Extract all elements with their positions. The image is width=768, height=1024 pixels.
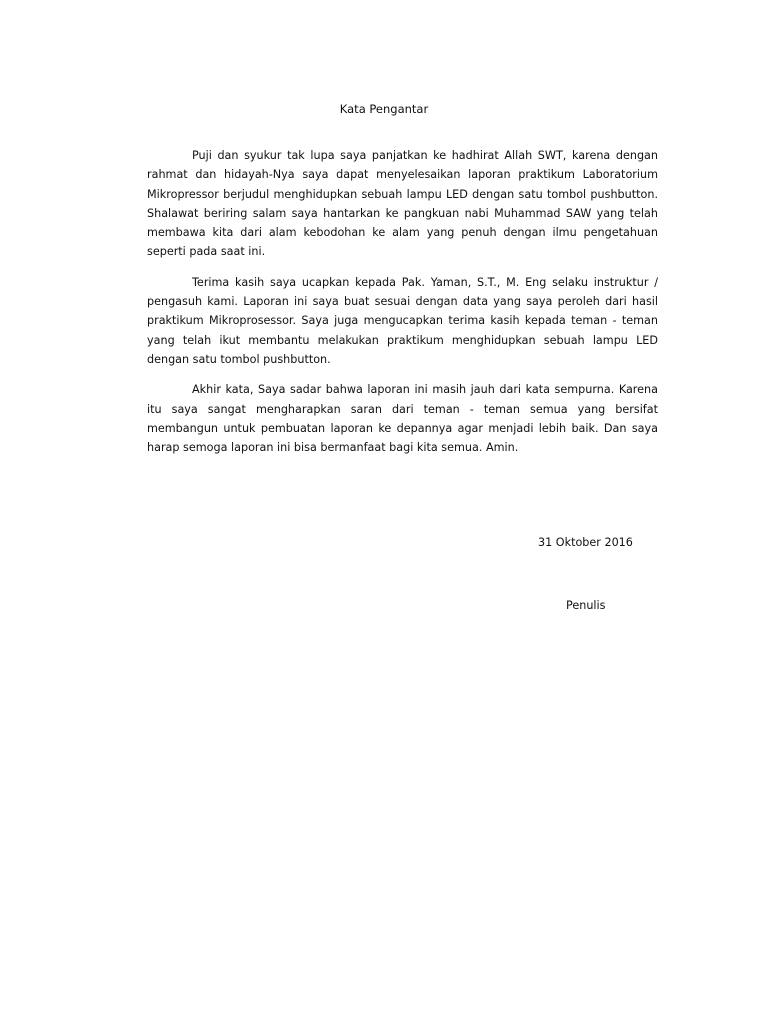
document-body bbox=[147, 146, 658, 468]
signer-label: Penulis bbox=[566, 599, 606, 612]
paragraph-closing: Akhir kata, Saya sadar bahwa laporan ini masih jauh dari kata sempurna. Karena itu saya sangat mengharapkan saran dari teman - teman semua yang bersifat membangun untuk pembuatan laporan ke depannya agar menjadi lebih baik. Dan saya harap semoga laporan ini bisa bermanfaat bagi kita semua. Amin. bbox=[147, 383, 658, 455]
page-title: Kata Pengantar bbox=[339, 102, 429, 116]
paragraph-thanks: Terima kasih saya ucapkan kepada Pak. Yaman, S.T., M. Eng selaku instruktur / pengasuh kami. Laporan ini saya buat sesuai dengan data yang saya peroleh dari hasil praktikum Mikroprosessor. Saya juga mengucapkan terima kasih kepada teman - teman yang telah ikut membantu melakukan praktikum menghidupkan sebuah lampu LED dengan satu tombol pushbutton. bbox=[147, 275, 658, 366]
paragraph-gratitude: Puji dan syukur tak lupa saya panjatkan ke hadhirat Allah SWT, karena dengan rahmat dan hidayah-Nya saya dapat menyelesaikan laporan praktikum Laboratorium Mikropressor berjudul menghidupkan sebuah lampu LED dengan satu tombol pushbutton. Shalawat beriring salam saya hantarkan ke pangkuan nabi Muhammad SAW yang telah membawa kita dari alam kebodohan ke alam yang penuh dengan ilmu pengetahuan seperti pada saat ini. bbox=[147, 149, 658, 259]
document-date: 31 Oktober 2016 bbox=[538, 536, 633, 549]
